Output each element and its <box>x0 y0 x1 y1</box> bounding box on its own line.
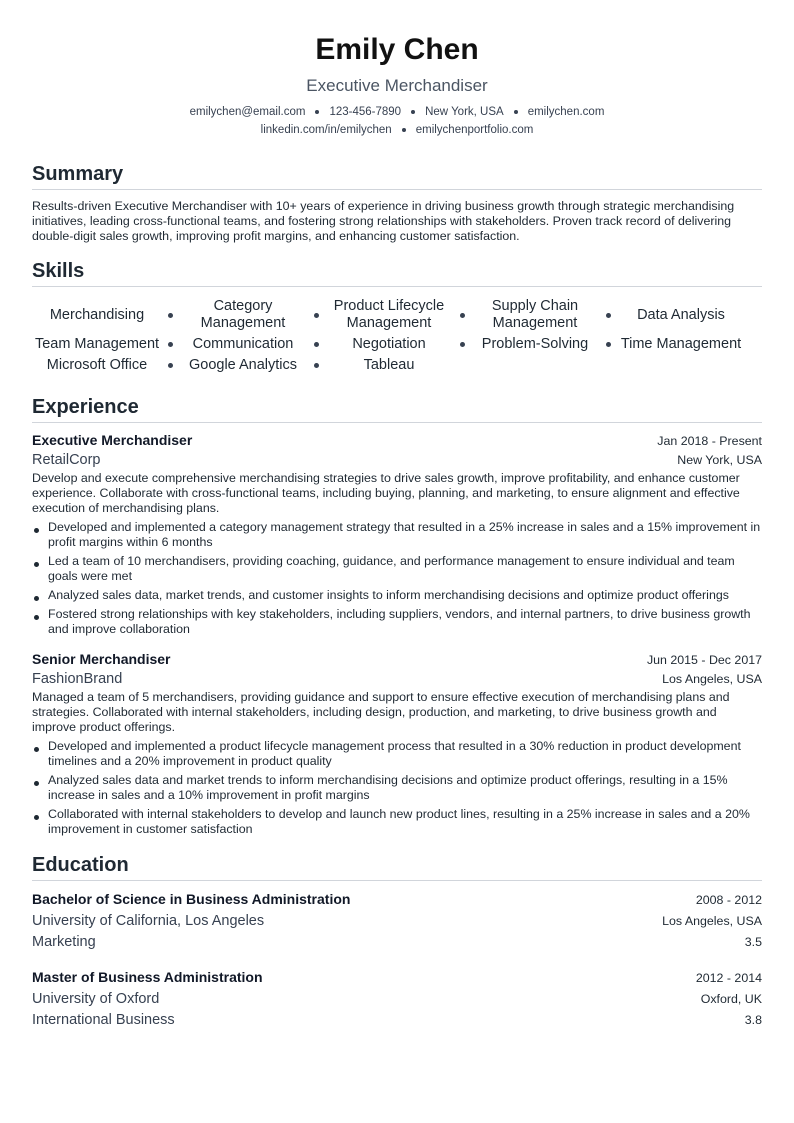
skill-item: Supply Chain Management <box>491 298 579 331</box>
separator-dot <box>162 342 178 347</box>
education-heading: Education <box>32 853 762 881</box>
separator-dot <box>308 313 324 318</box>
education-school-row <box>32 911 762 932</box>
skill-item: Data Analysis <box>637 306 725 323</box>
skills-row <box>32 296 762 334</box>
education-field-row <box>32 932 762 953</box>
separator-dot <box>514 110 518 114</box>
job-description: Develop and execute comprehensive merchandising strategies to drive sales growth, improve profitability, and enhance customer experience. Collaborate with cross-functional teams, including buying, planning, and marketing, to ensure alignment and effective execution of merchandising plans. <box>32 471 740 515</box>
job-location: Los Angeles, USA <box>662 672 762 686</box>
education-location: Los Angeles, USA <box>662 914 762 928</box>
skill-item: Team Management <box>34 336 160 352</box>
contact-email[interactable]: emilychen@email.com <box>189 106 306 118</box>
skills-heading: Skills <box>32 259 762 287</box>
education-years: 2012 - 2014 <box>695 971 762 985</box>
skill-item: Negotiation <box>352 336 426 352</box>
summary-text: Results-driven Executive Merchandiser with 10+ years of experience in driving business growth through strategic merchandising initiatives, leading cross-functional teams, and fostering strong relationships with stakeholders. Proven track record of delivering double-digit sales growth, improving profit margins, and enhancing customer satisfaction. <box>32 199 735 243</box>
skill-item: Google Analytics <box>188 357 297 373</box>
job-bullet: Developed and implemented a product lifecycle management process that resulted in a 30% reduction in product development timelines and a 20% improvement in product quality <box>32 739 762 769</box>
job-bullet: Developed and implemented a category management strategy that resulted in a 25% increase in sales and a 15% improvement in profit margins within 6 months <box>32 520 762 550</box>
job-location: New York, USA <box>677 453 762 467</box>
education-school-row <box>32 989 762 1010</box>
education-degree: Bachelor of Science in Business Administration <box>32 891 351 907</box>
separator-dot <box>411 110 415 114</box>
separator-dot <box>162 313 178 318</box>
job-dates: Jan 2018 - Present <box>657 434 762 448</box>
bullet-icon <box>34 781 39 786</box>
education-entry <box>32 889 762 953</box>
job-entry <box>32 650 762 837</box>
contact-phone[interactable]: 123-456-7890 <box>329 106 402 118</box>
bullet-icon <box>34 562 39 567</box>
contact-website[interactable]: emilychen.com <box>527 106 605 118</box>
job-bullet: Fostered strong relationships with key stakeholders, including suppliers, vendors, and internal partners, to drive business growth and improve collaboration <box>32 607 762 637</box>
job-description: Managed a team of 5 merchandisers, providing guidance and support to ensure effective execution of merchandising plans and strategies. Collaborated with internal stakeholders, including design, production, and marketing, to drive business growth and improve product offerings. <box>32 690 730 734</box>
job-bullets <box>32 739 762 837</box>
bullet-icon <box>34 615 39 620</box>
education-degree-row <box>32 889 762 911</box>
education-gpa: 3.5 <box>744 935 762 949</box>
job-subheader <box>32 451 762 469</box>
separator-dot <box>600 313 616 318</box>
summary-heading: Summary <box>32 162 762 190</box>
contact-location: New York, USA <box>425 106 504 118</box>
education-years: 2008 - 2012 <box>695 893 762 907</box>
job-company: RetailCorp <box>32 452 101 468</box>
education-school: University of Oxford <box>32 991 160 1007</box>
skill-item: Product Lifecycle Management <box>333 298 445 331</box>
separator-dot <box>308 342 324 347</box>
contact-linkedin[interactable]: linkedin.com/in/emilychen <box>260 124 392 136</box>
candidate-name: Emily Chen <box>315 33 479 66</box>
skill-item: Category Management <box>200 298 286 331</box>
job-bullet: Analyzed sales data, market trends, and customer insights to inform merchandising decisions and optimize product offerings <box>32 588 762 603</box>
skill-item: Problem-Solving <box>481 336 589 352</box>
separator-dot <box>600 342 616 347</box>
job-bullets <box>32 520 762 637</box>
separator-dot <box>454 342 470 347</box>
job-title: Senior Merchandiser <box>32 651 171 667</box>
bullet-icon <box>34 596 39 601</box>
experience-heading: Experience <box>32 395 762 423</box>
separator-dot <box>402 128 406 132</box>
contact-portfolio[interactable]: emilychenportfolio.com <box>415 124 534 136</box>
separator-dot <box>315 110 319 114</box>
bullet-icon <box>34 528 39 533</box>
education-entry <box>32 967 762 1031</box>
experience-section <box>32 395 762 837</box>
bullet-icon <box>34 815 39 820</box>
education-gpa: 3.8 <box>744 1013 762 1027</box>
summary-section <box>32 162 762 244</box>
job-entry <box>32 431 762 637</box>
education-location: Oxford, UK <box>700 992 762 1006</box>
skill-item: Communication <box>192 336 294 352</box>
job-bullet: Analyzed sales data and market trends to inform merchandising decisions and optimize product offerings, resulting in a 15% increase in sales and a 10% improvement in profit margins <box>32 773 762 803</box>
skill-item: Merchandising <box>49 306 145 323</box>
skill-item: Microsoft Office <box>46 357 148 373</box>
education-field: Marketing <box>32 934 96 950</box>
education-degree-row <box>32 967 762 989</box>
job-title: Executive Merchandiser <box>32 432 193 448</box>
contact-row-secondary <box>32 123 762 137</box>
job-company: FashionBrand <box>32 671 123 687</box>
bullet-icon <box>34 747 39 752</box>
education-school: University of California, Los Angeles <box>32 913 265 929</box>
job-header <box>32 650 762 668</box>
candidate-role: Executive Merchandiser <box>306 76 488 95</box>
skills-row <box>32 334 762 355</box>
education-field-row <box>32 1010 762 1031</box>
separator-dot <box>454 313 470 318</box>
education-section <box>32 853 762 1031</box>
education-field: International Business <box>32 1012 175 1028</box>
skills-grid <box>32 296 762 376</box>
separator-dot <box>162 363 178 368</box>
skills-row <box>32 355 762 376</box>
skills-section <box>32 259 762 376</box>
job-bullet: Led a team of 10 merchandisers, providing coaching, guidance, and performance management to ensure individual and team goals were met <box>32 554 762 584</box>
job-bullet: Collaborated with internal stakeholders to develop and launch new product lines, resulting in a 25% increase in sales and a 20% improvement in customer satisfaction <box>32 807 762 837</box>
skill-item: Tableau <box>363 357 415 373</box>
job-header <box>32 431 762 449</box>
job-subheader <box>32 670 762 688</box>
education-degree: Master of Business Administration <box>32 969 263 985</box>
job-dates: Jun 2015 - Dec 2017 <box>646 653 762 667</box>
contact-row-primary <box>32 105 762 119</box>
skill-item: Time Management <box>620 336 742 352</box>
separator-dot <box>308 363 324 368</box>
resume-header <box>32 0 762 137</box>
